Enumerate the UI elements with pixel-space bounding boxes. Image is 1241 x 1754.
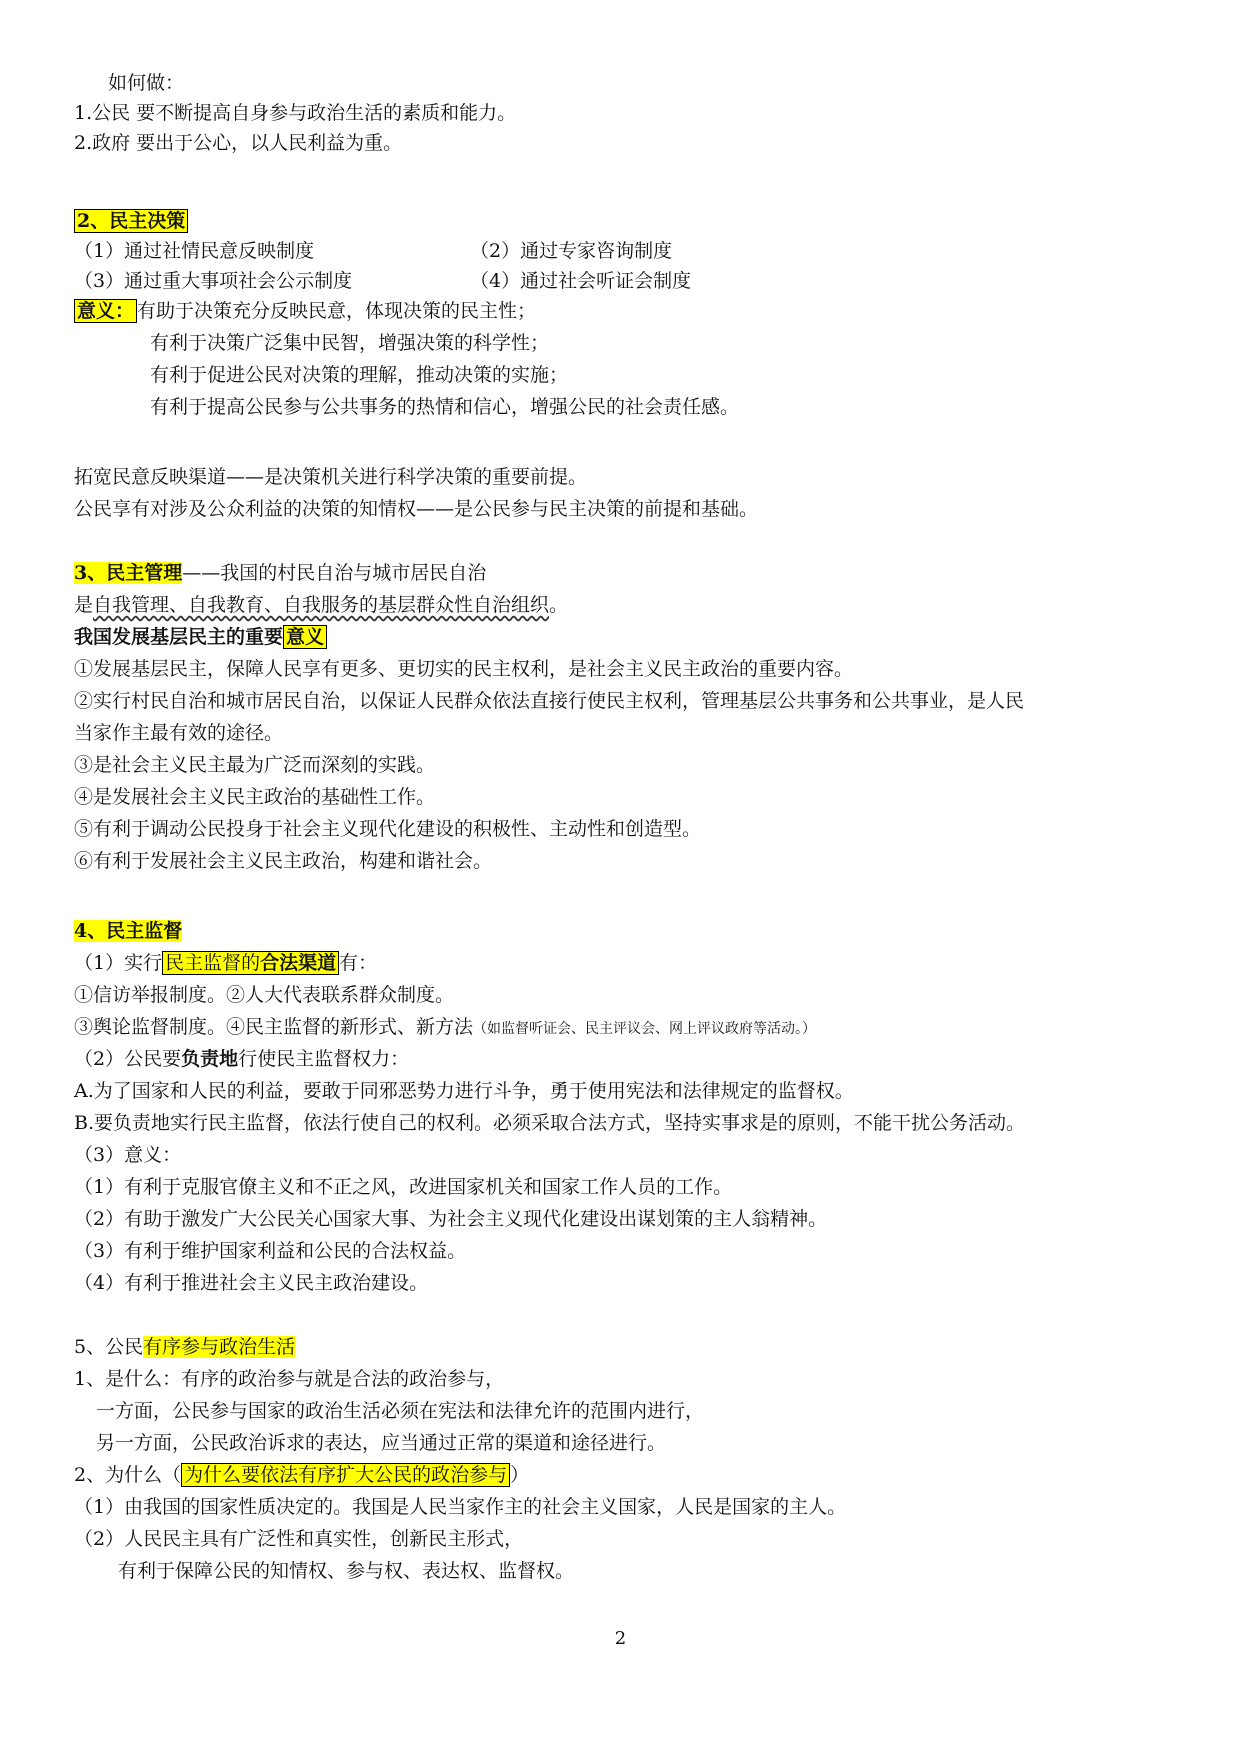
- decision-item-4: （4）通过社会听证会制度: [470, 270, 692, 292]
- section-3-subtitle: ——我国的村民自治与城市居民自治: [182, 562, 487, 584]
- meaning-label: 意义：: [74, 299, 137, 323]
- meaning-3: 有利于促进公民对决策的理解，推动决策的实施；: [150, 364, 569, 386]
- sig-item-2: ②实行村民自治和城市居民自治，以保证人民群众依法直接行使民主权利，管理基层公共事务和公共事业，是人民: [74, 690, 1025, 712]
- sig-item-1: ①发展基层民主，保障人民享有更多、更切实的民主权利，是社会主义民主政治的重要内容。: [74, 658, 854, 680]
- significance-heading: [74, 624, 327, 650]
- why-prefix: 2、为什么（: [74, 1464, 182, 1486]
- responsible-prefix: （2）公民要: [74, 1048, 182, 1070]
- def-suffix: 。: [549, 594, 569, 616]
- significance-highlight: 意义: [283, 625, 327, 649]
- supervision-meaning-label: （3）意义：: [74, 1144, 182, 1166]
- section-5-heading: [74, 1334, 295, 1360]
- section-3-heading: [74, 560, 486, 586]
- channels-highlight: [162, 951, 339, 975]
- def-prefix: 是: [74, 594, 94, 616]
- how-to-label: 如何做：: [108, 72, 185, 94]
- decision-item-1: （1）通过社情民意反映制度: [74, 240, 315, 262]
- responsible-a: A.为了国家和人民的利益，要敢于同邪恶势力进行斗争，勇于使用宪法和法律规定的监督权。: [74, 1080, 854, 1102]
- channels-suffix: 有：: [339, 952, 378, 974]
- meaning-2: 有利于决策广泛集中民智，增强决策的科学性；: [150, 332, 550, 354]
- responsible-suffix: 行使民主监督权力：: [238, 1048, 410, 1070]
- how-to-item-2: 2.政府 要出于公心，以人民利益为重。: [74, 132, 403, 154]
- responsible-b: B.要负责地实行民主监督，依法行使自己的权利。必须采取合法方式，坚持实事求是的原则，不能干扰公务活动。: [74, 1112, 1026, 1134]
- supervision-meaning-1: （1）有利于克服官僚主义和不正之风，改进国家机关和国家工作人员的工作。: [74, 1176, 733, 1198]
- what-line: 1、是什么：有序的政治参与就是合法的政治参与，: [74, 1368, 505, 1390]
- sig-item-2-cont: 当家作主最有效的途径。: [74, 722, 284, 744]
- significance-text: 我国发展基层民主的重要: [74, 626, 284, 648]
- what-point-1: 一方面，公民参与国家的政治生活必须在宪法和法律允许的范围内进行，: [96, 1400, 705, 1422]
- section-5-highlight: 有序参与政治生活: [143, 1336, 296, 1358]
- channels-list-2-text: ③舆论监督制度。④民主监督的新形式、新方法: [74, 1016, 474, 1038]
- section-5-prefix: 5、公民: [74, 1336, 144, 1358]
- meaning-line-1: [74, 298, 536, 324]
- decision-row-2: [74, 268, 692, 294]
- section-3-definition: [74, 592, 568, 618]
- section-4-title: 4、民主监督: [74, 920, 183, 942]
- decision-row-1: [74, 238, 673, 264]
- section-2-title: 2、民主决策: [74, 209, 188, 233]
- channels-list-2: [74, 1014, 816, 1040]
- supervision-meaning-3: （3）有利于维护国家利益和公民的合法权益。: [74, 1240, 467, 1262]
- responsible-line: [74, 1046, 409, 1072]
- page-number: 2: [614, 1628, 627, 1649]
- section-2-heading: [74, 208, 188, 234]
- channels-highlight-a: 民主监督的: [165, 952, 261, 974]
- decision-item-2: （2）通过专家咨询制度: [470, 240, 673, 262]
- why-suffix: ）: [510, 1464, 530, 1486]
- responsible-bold: 负责地: [181, 1048, 239, 1070]
- why-point-1: （1）由我国的国家性质决定的。我国是人民当家作主的社会主义国家，人民是国家的主人。: [74, 1496, 847, 1518]
- section-3-title: 3、民主管理: [74, 562, 183, 584]
- meaning-4: 有利于提高公民参与公共事务的热情和信心，增强公民的社会责任感。: [150, 396, 740, 418]
- decision-point-2: 公民享有对涉及公众利益的决策的知情权——是公民参与民主决策的前提和基础。: [74, 498, 759, 520]
- why-point-2: （2）人民民主具有广泛性和真实性，创新民主形式，: [74, 1528, 524, 1550]
- how-to-item-1: 1.公民 要不断提高自身参与政治生活的素质和能力。: [74, 102, 517, 124]
- sig-item-3: ③是社会主义民主最为广泛而深刻的实践。: [74, 754, 436, 776]
- def-wavy: 自我管理、自我教育、自我服务的基层群众性自治组织: [93, 594, 550, 616]
- channels-highlight-b: 合法渠道: [260, 952, 337, 974]
- why-line: [74, 1462, 529, 1488]
- decision-item-3: （3）通过重大事项社会公示制度: [74, 270, 353, 292]
- what-point-2: 另一方面，公民政治诉求的表达，应当通过正常的渠道和途径进行。: [96, 1432, 667, 1454]
- channels-list-1: ①信访举报制度。②人大代表联系群众制度。: [74, 984, 455, 1006]
- sig-item-4: ④是发展社会主义民主政治的基础性工作。: [74, 786, 436, 808]
- channels-line: [74, 950, 377, 976]
- channels-list-2-note: （如监督听证会、民主评议会、网上评议政府等活动。）: [473, 1021, 817, 1037]
- decision-point-1: 拓宽民意反映渠道——是决策机关进行科学决策的重要前提。: [74, 466, 588, 488]
- sig-item-5: ⑤有利于调动公民投身于社会主义现代化建设的积极性、主动性和创造型。: [74, 818, 702, 840]
- supervision-meaning-2: （2）有助于激发广大公民关心国家大事、为社会主义现代化建设出谋划策的主人翁精神。: [74, 1208, 828, 1230]
- supervision-meaning-4: （4）有利于推进社会主义民主政治建设。: [74, 1272, 429, 1294]
- why-point-2-cont: 有利于保障公民的知情权、参与权、表达权、监督权。: [118, 1560, 575, 1582]
- why-highlight: 为什么要依法有序扩大公民的政治参与: [181, 1463, 510, 1487]
- meaning-1: 有助于决策充分反映民意，体现决策的民主性；: [137, 300, 537, 322]
- section-4-heading: [74, 918, 182, 944]
- channels-prefix: （1）实行: [74, 952, 163, 974]
- sig-item-6: ⑥有利于发展社会主义民主政治，构建和谐社会。: [74, 850, 493, 872]
